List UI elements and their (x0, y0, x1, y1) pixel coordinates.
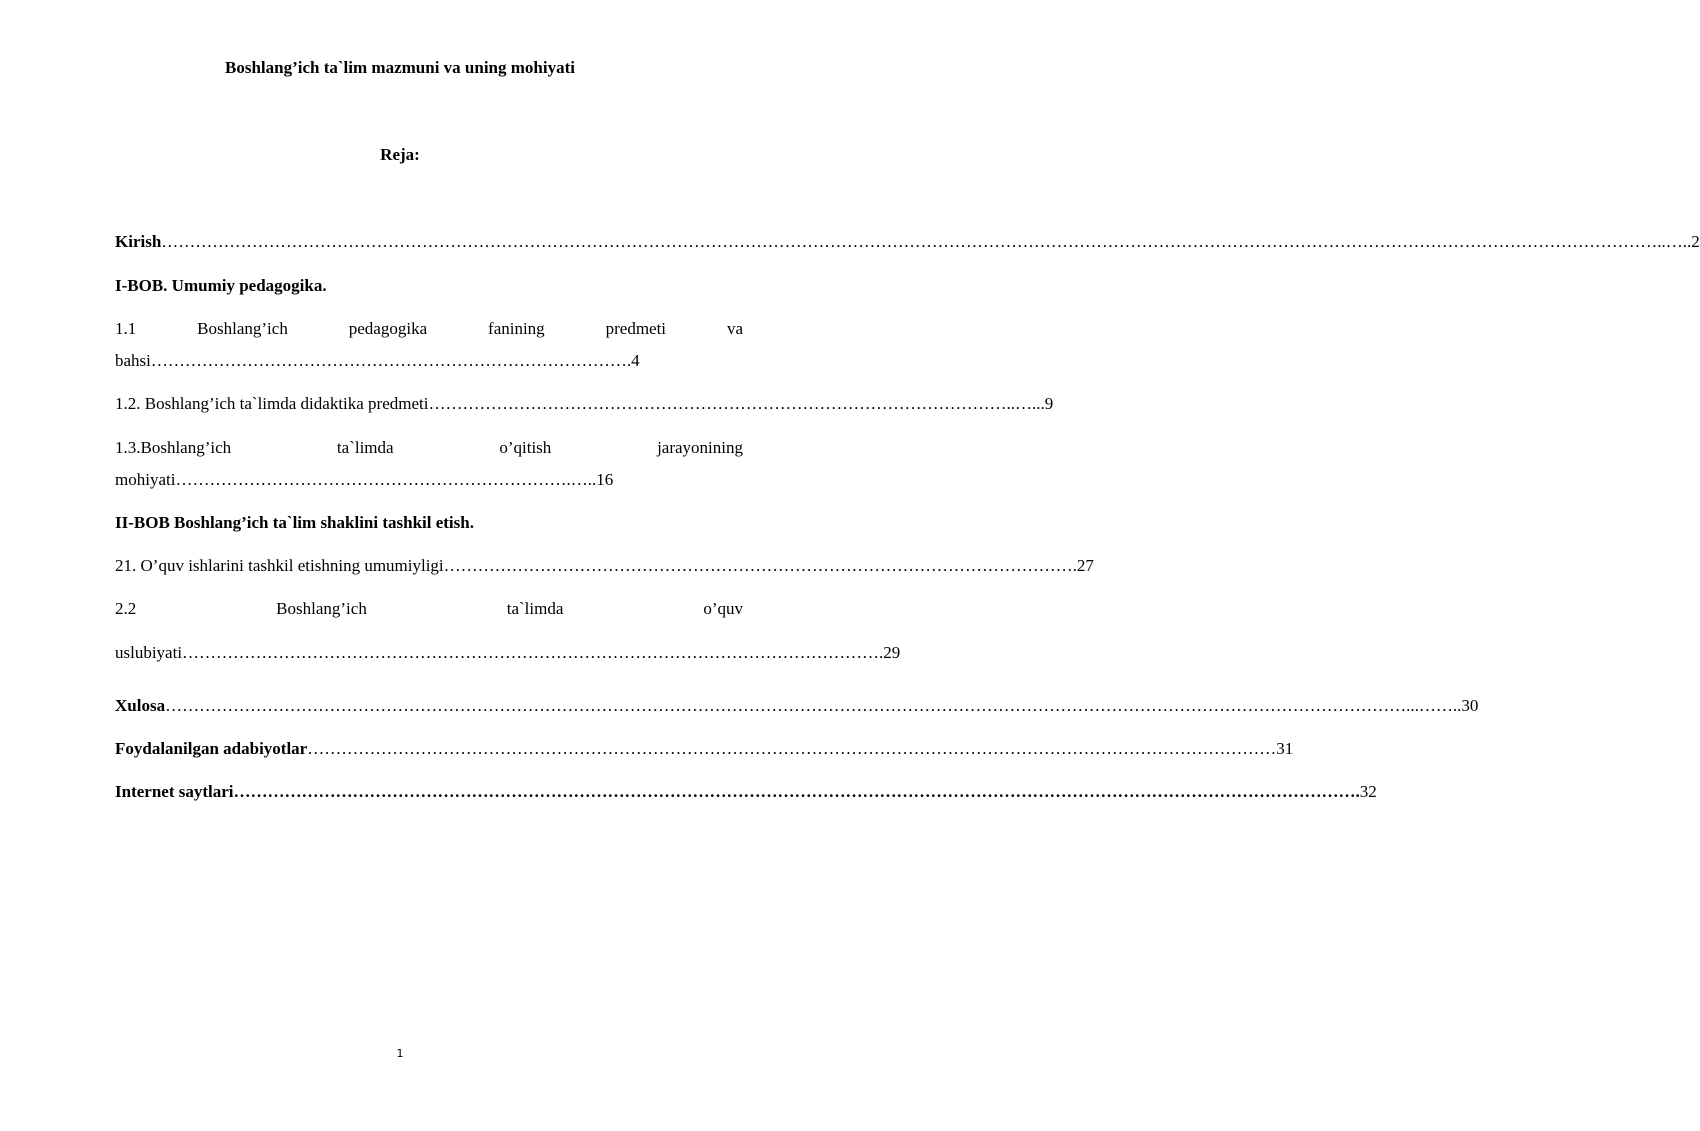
toc-entry-1-3-cont: mohiyati…………………………………………………………….…..16 (115, 470, 614, 489)
toc-leader: ………………………………………………………………………………………………………………………………………………………………………………. (233, 782, 1360, 801)
toc-word: Boshlang’ich (197, 319, 288, 338)
toc-page: 31 (1276, 739, 1294, 758)
toc-entry-kirish (115, 232, 1700, 252)
toc-label: Internet saytlari (115, 782, 234, 801)
toc-entry-xulosa (115, 696, 1479, 716)
toc-word: fanining (488, 319, 545, 338)
toc-word: pedagogika (348, 319, 428, 338)
toc-label: Kirish (115, 232, 162, 251)
toc-entry-foydalanilgan (115, 739, 1294, 759)
chapter-heading-2: II-BOB Boshlang’ich ta`lim shaklini tashkil etish. (115, 513, 474, 532)
toc-entry-2-1: 21. O’quv ishlarini tashkil etishning umumiyligi………………………………………………………………………………………………….27 (115, 556, 1094, 575)
toc-word: 2.2 (115, 599, 137, 618)
toc-entry-1-2: 1.2. Boshlang’ich ta`limda didaktika predmeti…………………………………………………………………………………………..…...9 (115, 394, 1054, 413)
toc-leader: ……………………………………………………………………………………………………………………………………………………… (307, 739, 1277, 758)
toc-label: Xulosa (115, 696, 166, 715)
toc-word: 1.3.Boshlang’ich (115, 438, 232, 457)
toc-entry-1-1 (115, 319, 743, 339)
toc-entry-2-2 (115, 599, 743, 619)
toc-entry-1-3 (115, 438, 743, 458)
toc-word: o’quv (703, 599, 743, 618)
toc-label: Foydalanilgan adabiyotlar (115, 739, 308, 758)
plan-heading: Reja: (380, 145, 420, 164)
toc-leader: …………………………………………………………………………………………………………………………………………………………………………………………………………………………………………..….. (161, 232, 1692, 251)
toc-word: Boshlang’ich (276, 599, 367, 618)
toc-word: predmeti (605, 319, 667, 338)
toc-entry-1-1-cont: bahsi………………………………………………………………………….4 (115, 351, 640, 370)
toc-word: 1.1 (115, 319, 137, 338)
toc-word: va (726, 319, 743, 338)
chapter-heading-1: I-BOB. Umumiy pedagogika. (115, 276, 327, 295)
toc-leader: …………………………………………………………………………………………………………………………………………………………………………………………………...…….. (165, 696, 1462, 715)
toc-entry-internet (115, 782, 1377, 802)
toc-word: o’qitish (499, 438, 552, 457)
toc-word: jarayonining (657, 438, 743, 457)
toc-word: ta`limda (506, 599, 564, 618)
page-number: 1 (396, 1047, 404, 1060)
toc-word: ta`limda (336, 438, 394, 457)
toc-page: 30 (1461, 696, 1479, 715)
toc-page: 2 (1691, 232, 1700, 251)
page-title: Boshlang’ich ta`lim mazmuni va uning mohiyati (225, 58, 575, 77)
toc-entry-2-2-cont: uslubiyati…………………………………………………………………………………………………………….29 (115, 643, 901, 662)
toc-page: 32 (1359, 782, 1377, 801)
